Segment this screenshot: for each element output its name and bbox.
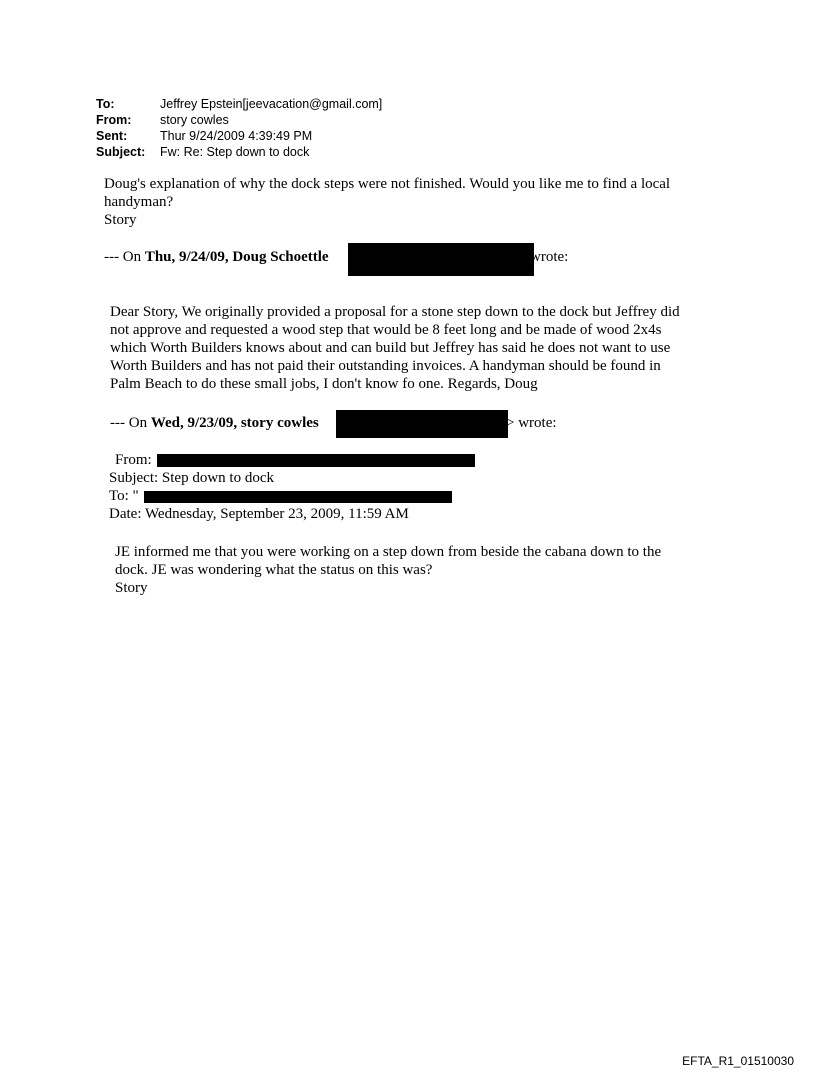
message-line: Dear Story, We originally provided a proposal for a stone step down to the dock but Jeffrey did	[110, 304, 680, 320]
intro-signature: Story	[104, 212, 137, 228]
original-message	[115, 543, 661, 597]
quote-sender: Thu, 9/24/09, Doug Schoettle	[144, 249, 329, 265]
quote-prefix: --- On	[104, 249, 145, 265]
forward-to-row	[109, 487, 709, 505]
sent-value: Thur 9/24/2009 4:39:49 PM	[160, 129, 313, 143]
subject-row	[96, 144, 382, 160]
message-signature: Story	[115, 580, 148, 596]
quote-prefix: --- On	[110, 415, 151, 431]
forward-from-row	[109, 451, 709, 469]
from-row	[96, 112, 382, 128]
intro-line: handyman?	[104, 194, 174, 210]
sent-row	[96, 128, 382, 144]
forward-header	[109, 451, 709, 523]
to-label: To:	[96, 97, 115, 111]
document-id: EFTA_R1_01510030	[682, 1054, 794, 1068]
to-value: Jeffrey Epstein[jeevacation@gmail.com]	[160, 97, 383, 111]
redaction-box	[348, 243, 534, 276]
forward-subject: Subject: Step down to dock	[109, 470, 274, 486]
from-label: From:	[96, 113, 132, 127]
message-line: dock. JE was wondering what the status on this was?	[115, 562, 433, 578]
intro-message	[104, 175, 670, 229]
to-row	[96, 96, 382, 112]
from-value: story cowles	[160, 113, 229, 127]
email-header	[96, 96, 382, 160]
quote-sender: Wed, 9/23/09, story cowles	[150, 415, 319, 431]
redaction-box	[144, 491, 452, 503]
quote-header-story	[110, 414, 710, 434]
redaction-box	[157, 454, 475, 467]
message-line: Worth Builders and has not paid their outstanding invoices. A handyman should be found in	[110, 358, 661, 374]
message-line: not approve and requested a wood step that would be 8 feet long and be made of wood 2x4s	[110, 322, 662, 338]
forward-to-label: To: "	[109, 488, 139, 504]
intro-line: Doug's explanation of why the dock steps were not finished. Would you like me to find a local	[104, 176, 671, 192]
quote-header-doug	[104, 248, 704, 268]
forward-from-label: From:	[115, 452, 152, 468]
forward-date: Date: Wednesday, September 23, 2009, 11:59 AM	[109, 506, 409, 522]
subject-label: Subject:	[96, 145, 146, 159]
redaction-box	[336, 410, 508, 438]
quote-suffix: wrote:	[530, 249, 569, 265]
subject-value: Fw: Re: Step down to dock	[160, 145, 310, 159]
message-line: JE informed me that you were working on a step down from beside the cabana down to the	[115, 544, 662, 560]
message-line: which Worth Builders knows about and can build but Jeffrey has said he does not want to use	[110, 340, 671, 356]
message-line: Palm Beach to do these small jobs, I don't know fo one. Regards, Doug	[110, 376, 538, 392]
sent-label: Sent:	[96, 129, 128, 143]
quote-suffix: > wrote:	[506, 415, 557, 431]
doug-message	[110, 303, 680, 393]
